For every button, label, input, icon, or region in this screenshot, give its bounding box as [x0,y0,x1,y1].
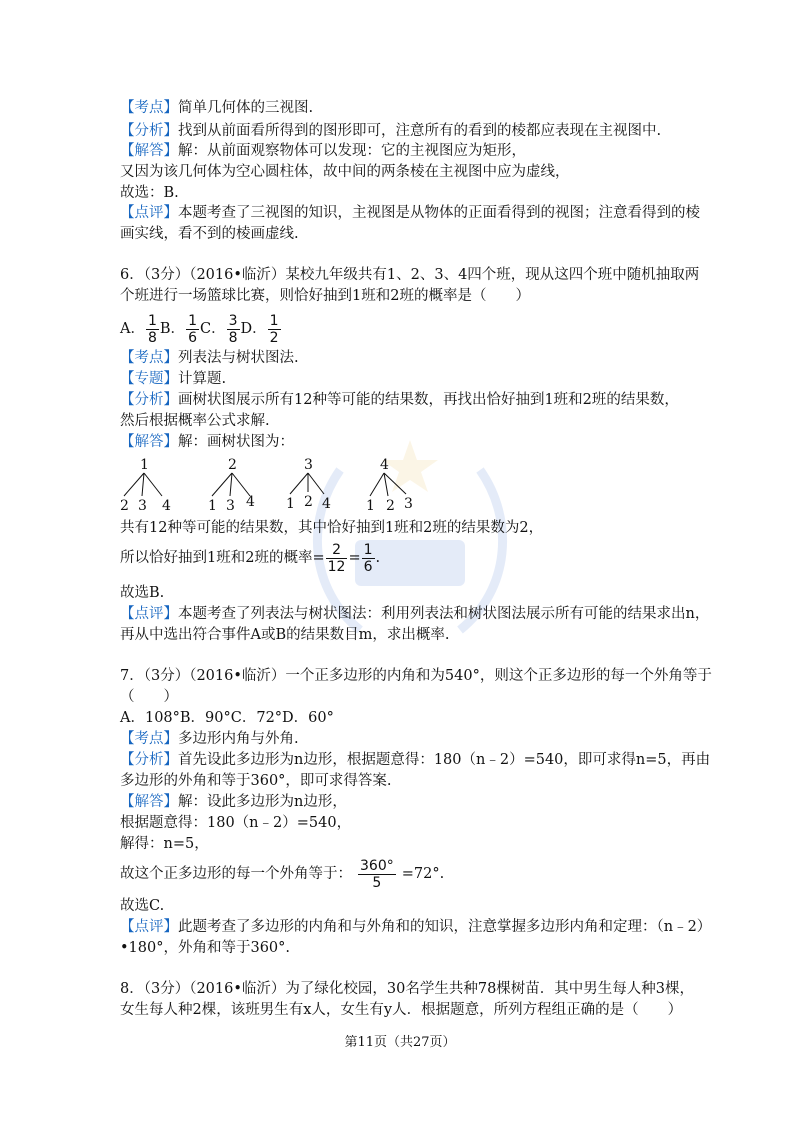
tree-2 [208,457,255,514]
q7-exterior-angle-line: 故这个正多边形的每一个外角等于： $\frac{360^\circ}{5}$ =72°. [120,857,445,891]
q7-jieda-line-2: 根据题意得：180（n﹣2）=540， [120,815,352,831]
q6-zhuanti-line: 【专题】计算题. [120,371,227,387]
p5-kaodian-line: 【考点】简单几何体的三视图. [120,100,314,116]
tree-diagram [110,456,430,516]
q6-answer: 故选B. [120,585,165,601]
q6-fenxi-line: 【分析】画树状图展示所有12种等可能的结果数，再找出恰好抽到1班和2班的结果数， [120,392,679,408]
p5-jieda-line-2: 又因为该几何体为空心圆柱体，故中间的两条棱在主视图中应为虚线， [120,164,570,180]
q7-dianping-line: 【点评】此题考查了多边形的内角和与外角和的知识，注意掌握多边形内角和定理：（n﹣2） [120,919,712,935]
q6-total-line: 共有12种等可能的结果数，其中恰好抽到1班和2班的结果数为2， [120,520,544,536]
q7-stem-line-2: （ ） [120,689,178,705]
tree-leaf: 2 [386,498,395,514]
q8-stem-line-1: 8．（3分）（2016•临沂）为了绿化校园，30名学生共种78棵树苗．其中男生每人种3棵， [120,981,695,997]
p5-dianping-line-2: 画实线，看不到的棱画虚线. [120,226,299,242]
exterior-angle-fraction: $\frac{360^\circ}{5}$ [360,857,394,891]
tree-leaf: 4 [246,494,255,510]
tree-root: 1 [140,457,149,473]
q6-kaodian-line: 【考点】列表法与树状图法. [120,350,299,366]
tree-leaf: 1 [286,496,295,512]
tree-leaf: 3 [138,498,147,514]
q7-options: A．108°B．90°C．72°D．60° [120,710,334,726]
probability-fraction-simplified: $\frac{1}{6}$ [363,541,373,575]
tree-1 [120,457,171,514]
q6-probability-line: 所以恰好抽到1班和2班的概率= $\frac{2}{12}$ = $\frac{1}{6}$ . [120,541,381,575]
tree-leaf: 2 [120,498,129,514]
tree-3 [286,457,331,512]
tree-leaf: 2 [304,494,313,510]
q6-option-d-fraction: $\frac{1}{2}$ [269,312,279,346]
q6-dianping-line-2: 再从中选出符合事件A或B的结果数目m，求出概率. [120,627,450,643]
tree-leaf: 3 [226,498,235,514]
tree-root: 2 [228,457,237,473]
q7-jieda-line: 【解答】解：设此多边形为n边形， [120,794,347,810]
q6-option-a-fraction: $\frac{1}{8}$ [147,312,157,346]
tree-root: 4 [380,457,389,473]
q7-dianping-line-2: •180°，外角和等于360°. [120,940,291,956]
q7-stem-line-1: 7．（3分）（2016•临沂）一个正多边形的内角和为540°，则这个正多边形的每一个外角等于 [120,668,712,684]
q7-kaodian-line: 【考点】多边形内角与外角. [120,731,299,747]
probability-fraction: $\frac{2}{12}$ [327,541,346,575]
q7-answer: 故选C. [120,898,165,914]
page-footer: 第11页（共27页） [344,1035,456,1050]
q7-fenxi-line-2: 多边形的外角和等于360°，即可求得答案. [120,773,392,789]
tree-root: 3 [304,457,313,473]
p5-dianping-line: 【点评】本题考查了三视图的知识，主视图是从物体的正面看得到的视图；注意看得到的棱 [120,205,700,221]
q6-fenxi-line-2: 然后根据概率公式求解. [120,413,270,429]
q6-jieda-line: 【解答】解：画树状图为： [120,434,294,450]
p5-jieda-line: 【解答】解：从前面观察物体可以发现：它的主视图应为矩形， [120,143,526,159]
q7-fenxi-line: 【分析】首先设此多边形为n边形，根据题意得：180（n﹣2）=540，即可求得n=5，再由 [120,752,711,768]
q7-jieda-line-3: 解得：n=5， [120,836,209,852]
tree-leaf: 1 [208,498,217,514]
q6-dianping-line: 【点评】本题考查了列表法与树状图法：利用列表法和树状图法展示所有可能的结果求出n， [120,606,710,622]
q8-stem-line-2: 女生每人种2棵，该班男生有x人，女生有y人．根据题意，所列方程组正确的是（ ） [120,1002,683,1018]
tree-leaf: 1 [366,498,375,514]
p5-answer: 故选：B. [120,185,179,201]
tree-leaf: 3 [404,496,413,512]
p5-fenxi-line: 【分析】找到从前面看所得到的图形即可，注意所有的看到的棱都应表现在主视图中. [120,123,662,139]
tree-leaf: 4 [322,496,331,512]
tree-leaf: 4 [162,498,171,514]
q6-option-b-fraction: $\frac{1}{6}$ [188,312,197,346]
q6-stem-line-2: 个班进行一场篮球比赛，则恰好抽到1班和2班的概率是（ ） [120,288,530,304]
q6-options: A． $\frac{1}{8}$ B． $\frac{1}{6}$ C． $\frac{3}{8}$ D． $\frac{1}{2}$ [120,312,279,346]
q6-option-c-fraction: $\frac{3}{8}$ [228,312,238,346]
tree-4 [366,457,413,514]
q6-stem-line-1: 6．（3分）（2016•临沂）某校九年级共有1、2、3、4四个班，现从这四个班中随机抽取两 [120,267,700,283]
